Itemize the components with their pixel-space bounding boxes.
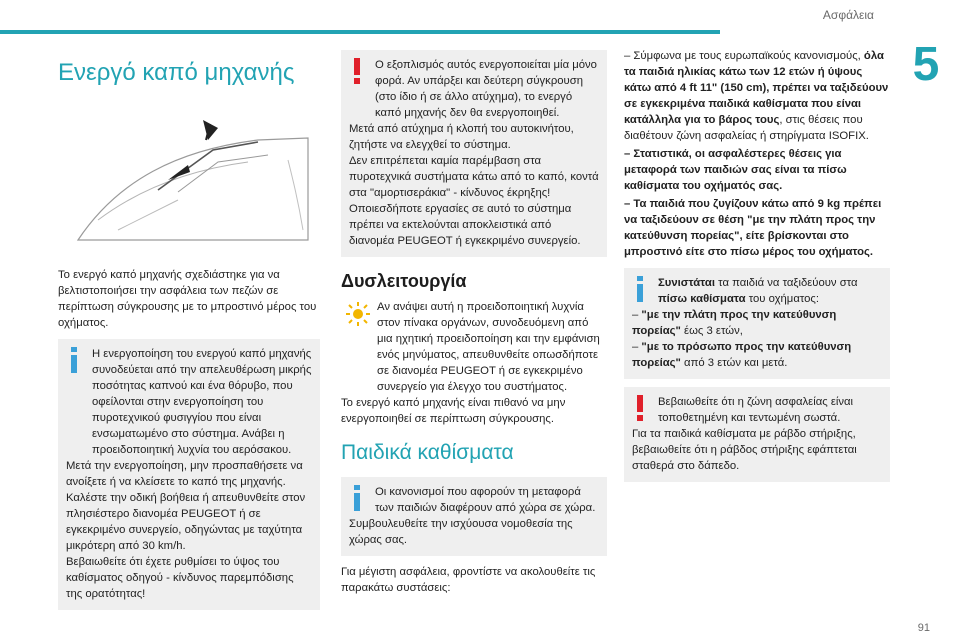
malfunction-title: Δυσλειτουργία [341, 271, 467, 291]
info-icon [632, 276, 648, 302]
recommendation-1-bold: όλα τα παιδιά ηλικίας κάτω των 12 ετών ή ύψους κάτω από 4 ft 11" (150 cm), πρέπει να ταξιδεύουν σε εγκεκριμένα παιδικά καθίσματα που είναι κατάλληλα για το βάρος τους [624, 50, 889, 126]
info-forward-facing-end: από 3 ετών και μετά. [680, 357, 788, 369]
info-rear-facing-dash: – [632, 309, 642, 321]
malfunction-p2: Το ενεργό καπό μηχανής είναι πιθανό να μην ενεργοποιηθεί σε περίπτωση σύγκρουσης. [341, 397, 566, 425]
page-number: 91 [917, 622, 930, 634]
car-bonnet-illustration [58, 100, 320, 250]
safety-recommendations-intro: Για μέγιστη ασφάλεια, φροντίστε να ακολουθείτε τις παρακάτω συστάσεις: [341, 566, 596, 594]
info-rear-seats-mid: τα παιδιά να ταξιδεύουν στα [715, 277, 858, 289]
info-rear-seats-text [632, 275, 882, 307]
active-bonnet-title: Ενεργό καπό μηχανής [58, 59, 295, 86]
recommendation-1-end: , στις θέσεις που διαθέτουν ζώνη ασφαλείας ή στηρίγματα ISOFIX. [624, 114, 869, 142]
info-box-rear-seats [624, 268, 890, 379]
info-regulations-p2: Συμβουλευθείτε την ισχύουσα νομοθεσία της χώρας σας. [349, 518, 573, 546]
warning-single-use-text: Ο εξοπλισμός αυτός ενεργοποιείται μία μόνο φορά. Αν υπάρξει και δεύτερη σύγκρουση (στο ίδιο ή σε άλλο ατύχημα), το ενεργό καπό μηχανής δεν θα ενεργοποιηθεί. [375, 59, 597, 119]
recommendation-1 [624, 48, 890, 144]
recommendation-3-bold: – Τα παιδιά που ζυγίζουν κάτω από 9 kg πρέπει να ταξιδεύουν σε θέση "με την πλάτη προς την κατεύθυνση πορείας", είτε βρίσκονται στο μπροστινό είτε στο πίσω μέρος του οχήματος. [624, 198, 882, 258]
recommendation-2-bold: – Στατιστικά, οι ασφαλέστερες θέσεις για μεταφορά των παιδιών σας είναι τα πίσω καθίσματα του οχήματός σας. [624, 148, 847, 192]
warning-icon [349, 58, 365, 84]
info-forward-facing-bold: "με το πρόσωπο προς την κατεύθυνση πορείας" [632, 341, 852, 369]
info-box-activation [58, 339, 320, 610]
info-box-regulations [341, 477, 607, 556]
malfunction-lead: Αν ανάψει αυτή η προειδοποιητική λυχνία στον πίνακα οργάνων, συνοδευόμενη από μια ηχητική προειδοποίηση και την εμφάνιση ενός μηνύματος, απευθυνθείτε οπωσδήποτε σε διανομέα PEUGEOT ή σε εγκεκριμένο συνεργείο για έλεγχο του συστήματος. [377, 301, 600, 393]
warning-icon [632, 395, 648, 421]
active-bonnet-warning-lamp-icon [345, 301, 371, 327]
info-icon [349, 485, 365, 511]
warning-box-single-use [341, 50, 607, 257]
warning-seatbelt-p2: Για τα παιδικά καθίσματα με ράβδο στήριξης, βεβαιωθείτε ότι η ράβδος στήριξης εφάπτεται σταθερά στο δάπεδο. [632, 428, 857, 472]
info-rear-facing-bold: "με την πλάτη προς την κατεύθυνση πορείας" [632, 309, 837, 337]
info-forward-facing-dash: – [632, 341, 642, 353]
column-1 [58, 48, 320, 618]
info-rear-facing [632, 307, 882, 339]
warning-seatbelt-text: Βεβαιωθείτε ότι η ζώνη ασφαλείας είναι τοποθετημένη και τεντωμένη σωστά. [658, 396, 854, 424]
info-activation-text: Η ενεργοποίηση του ενεργού καπό μηχανής συνοδεύεται από την απελευθέρωση μικρής ποσότητας καπνού και ένα θόρυβο, που οφείλονται στην ενεργοποίηση του πυροτεχνικού φυσιγγίου που είναι ενσωματωμένο στο σύστημα. Ανάβει η προειδοποιητική λυχνία του αερόσακου. [92, 348, 312, 456]
top-accent-bar [0, 30, 720, 34]
info-rear-seats-end: του οχήματος: [745, 293, 820, 305]
malfunction-lamp-row [341, 299, 607, 395]
info-activation-p2: Μετά την ενεργοποίηση, μην προσπαθήσετε να ανοίξετε ή να κλείσετε το καπό της μηχανής. [66, 460, 303, 488]
info-rear-facing-end: έως 3 ετών, [680, 325, 743, 337]
info-rear-seats-bold-2: πίσω καθίσματα [658, 293, 746, 305]
active-bonnet-intro: Το ενεργό καπό μηχανής σχεδιάστηκε για να βελτιστοποιήσει την ασφάλεια των πεζών σε περίπτωση σύγκρουσης με το μπροστινό μέρος του οχήματος. [58, 269, 317, 329]
info-icon [66, 347, 82, 373]
info-regulations-text: Οι κανονισμοί που αφορούν τη μεταφορά των παιδιών διαφέρουν από χώρα σε χώρα. [375, 486, 596, 514]
info-forward-facing [632, 339, 882, 371]
info-activation-p3: Καλέστε την οδική βοήθεια ή απευθυνθείτε στον πλησιέστερο διανομέα PEUGEOT ή σε εγκεκριμένο συνεργείο, οδηγώντας με ταχύτητα μικρότερη από 30 km/h. [66, 492, 306, 552]
warning-box-seatbelt [624, 387, 890, 482]
recommendation-2 [624, 146, 890, 194]
recommendation-1-intro: – Σύμφωνα με τους ευρωπαϊκούς κανονισμούς, [624, 50, 864, 62]
warning-single-use-p3: Δεν επιτρέπεται καμία παρέμβαση στα πυροτεχνικά συστήματα κάτω από το καπό, κοντά στα "αμορτισεράκια" - κίνδυνος έκρηξης! [349, 155, 599, 199]
info-rear-seats-bold-1: Συνιστάται [658, 277, 715, 289]
child-seats-title: Παιδικά καθίσματα [341, 441, 514, 464]
info-activation-p4: Βεβαιωθείτε ότι έχετε ρυθμίσει το ύψος του καθίσματος οδηγού - κίνδυνος παρεμπόδισης της ορατότητας! [66, 556, 294, 600]
chapter-number: 5 [892, 34, 960, 94]
column-3 [624, 48, 890, 490]
section-title: Ασφάλεια [822, 8, 874, 22]
warning-single-use-p2: Μετά από ατύχημα ή κλοπή του αυτοκινήτου, ζητήστε να ελεγχθεί το σύστημα. [349, 123, 574, 151]
recommendation-3 [624, 196, 890, 260]
warning-single-use-p4: Οποιεσδήποτε εργασίες σε αυτό το σύστημα πρέπει να εκτελούνται αποκλειστικά από διανομέα PEUGEOT ή εγκεκριμένο συνεργείο. [349, 203, 581, 247]
column-2 [341, 48, 607, 600]
